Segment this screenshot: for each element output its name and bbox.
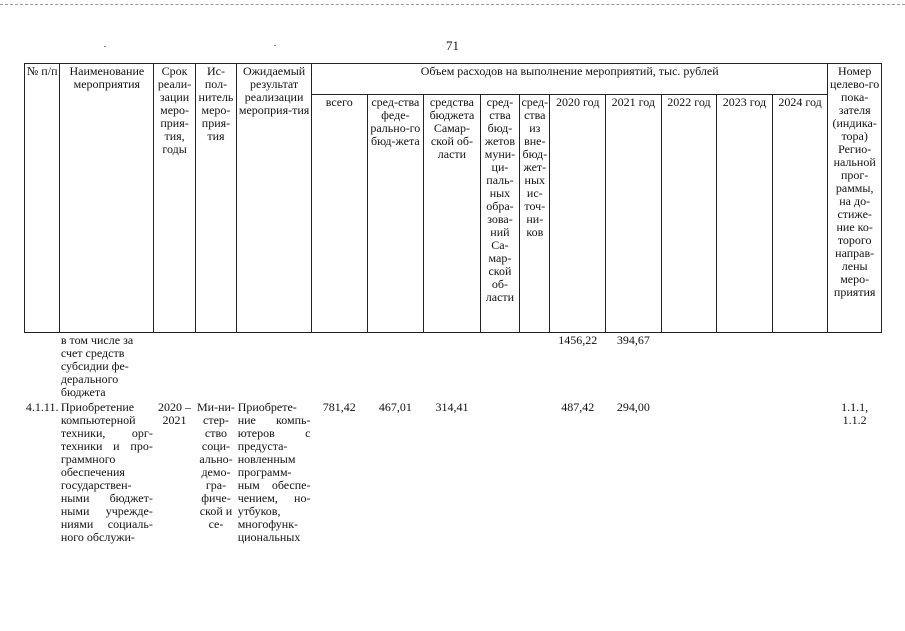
header-municipal: сред-ства бюд-жетов муни-ци-паль-ных обра-зова-ний Са-мар-ской об-ласти [480,95,519,333]
cell-municipal [480,400,519,545]
cell-name: в том числе за счет средств субсидии фе-дерального бюджета [60,333,134,399]
cell-2020: 487,42 [561,400,595,414]
cell-term: 2020 – 2021 [158,400,192,427]
cell-total: 781,42 [322,400,356,414]
header-federal: сред-ства феде-рально-го бюд-жета [367,95,424,333]
page-number: 71 [446,38,459,53]
header-total: всего [311,95,367,333]
header-no: № п/п [25,64,60,333]
cell-executor [195,333,236,401]
cell-2024 [772,333,828,401]
cell-no: 4.1.11. [25,400,59,414]
cell-term [154,333,195,401]
header-year-2024: 2024 год [772,95,828,333]
cell-no [25,333,60,401]
header-regional: средства бюджета Самар-ской об-ласти [424,95,481,333]
cell-result [237,333,312,401]
cell-2022 [661,333,717,401]
cell-federal [367,333,424,401]
cell-indicator: 1.1.1, 1.1.2 [841,400,869,427]
header-executor: Ис-пол-нитель меро-прия-тия [195,64,236,333]
cell-regional: 314,41 [435,400,469,414]
header-year-2020: 2020 год [550,95,606,333]
cell-regional [424,333,481,401]
header-year-2023: 2023 год [717,95,773,333]
cell-result: Приобрете-ние компь-ютеров с предуста-новленным программ-ным обеспе-чением, но-утбуков, многофунк-циональных [237,400,311,544]
cell-federal: 467,01 [378,400,412,414]
header-term: Срок реали-зации меро-прия-тия, годы [154,64,195,333]
cell-2022 [661,400,717,545]
cell-municipal [480,333,519,401]
cell-indicator [828,333,882,401]
cell-2023 [717,400,773,545]
table-row [25,333,882,401]
expenses-table [24,63,882,545]
header-indicator: Номер целево-го пока-зателя (индика-тора) Регио-нальной прог-раммы, на до-стиже-ние ко-торого направ-лены меро-приятия [828,64,882,333]
cell-executor: Ми-ни-стер-ство соци-ально-демо-гра-фиче-ской и се- [197,400,235,531]
header-year-2022: 2022 год [661,95,717,333]
scan-edge-line [0,4,905,5]
header-result: Ожидаемый результат реализации мероприя-тия [237,64,312,333]
header-year-2021: 2021 год [606,95,662,333]
cell-name: Приобретение компьютерной техники, орг-техники и про-граммного обеспечения государствен-ными бюджет-ными учрежде-ниями социаль-ного обслужи- [60,400,153,544]
cell-2021: 394,67 [616,333,650,347]
cell-total [311,333,367,401]
cell-2020: 1456,22 [558,333,598,347]
cell-2021: 294,00 [616,400,650,414]
cell-2023 [717,333,773,401]
cell-nonbudget [520,333,550,401]
header-name: Наименование мероприятия [60,64,154,333]
header-nonbudget: сред-ства из вне-бюд-жет-ных ис-точ-ни-ков [520,95,550,333]
header-expenses-group: Объем расходов на выполнение мероприятий, тыс. рублей [311,64,827,95]
cell-2024 [772,400,828,545]
table-row [25,400,882,545]
cell-nonbudget [520,400,550,545]
